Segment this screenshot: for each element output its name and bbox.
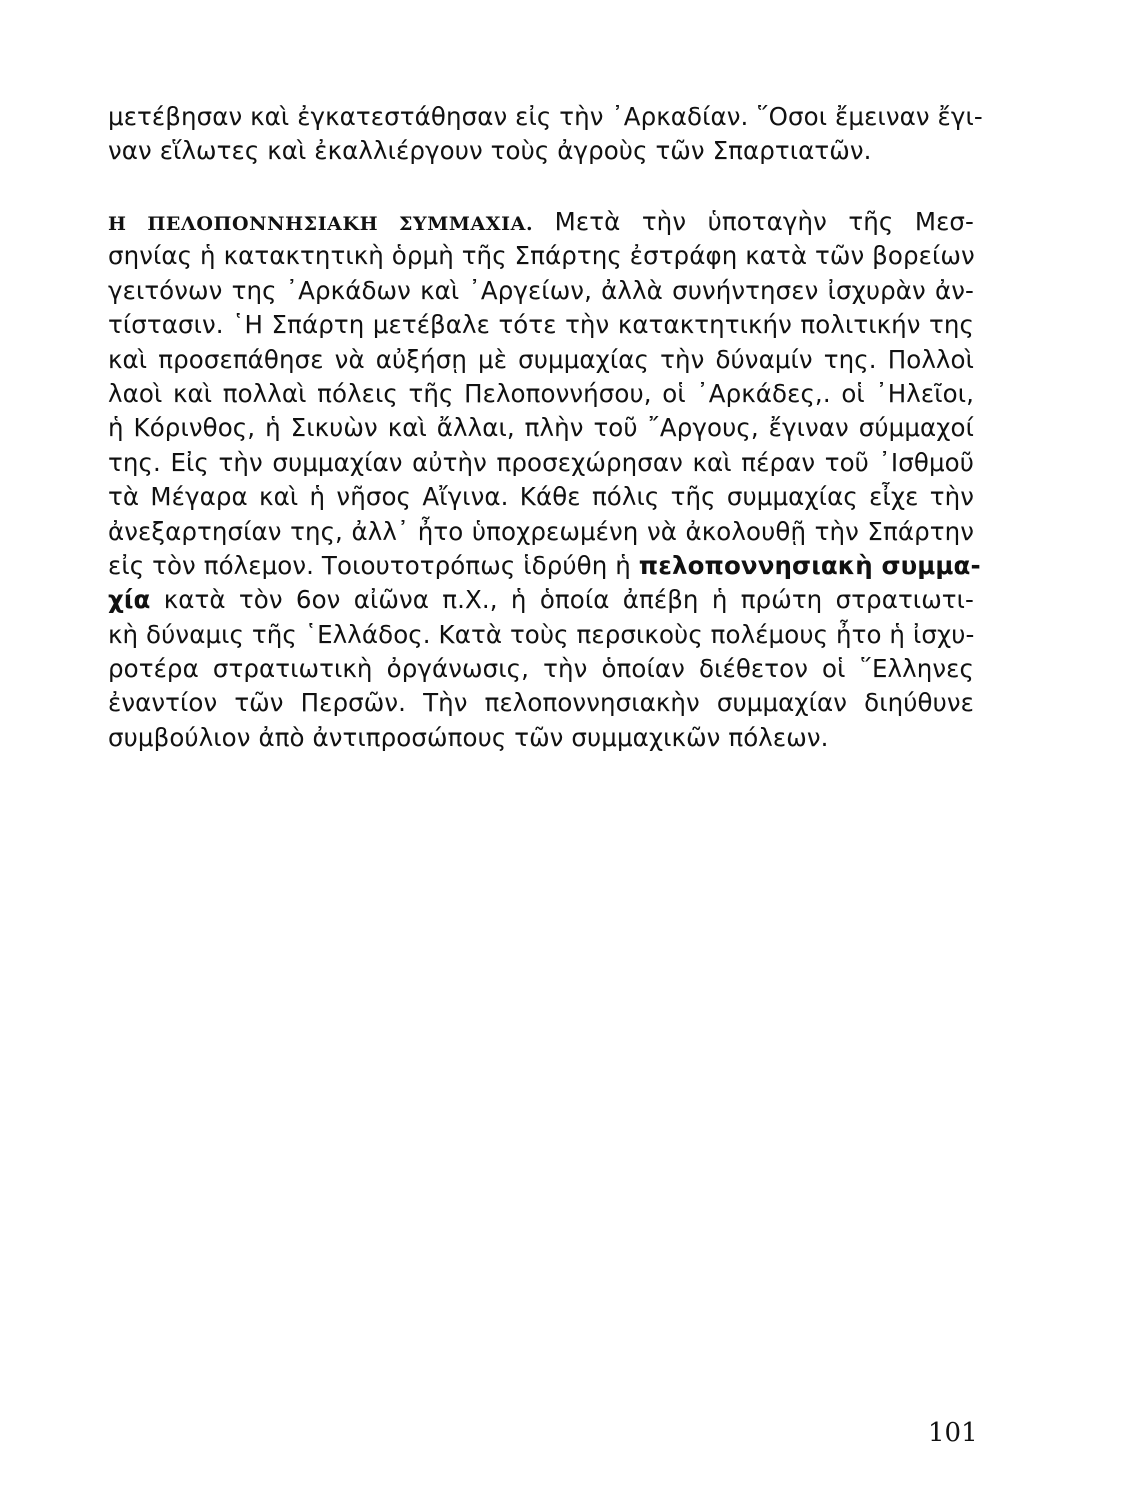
text-line: τίστασιν. ῾Η Σπάρτη μετέβαλε τότε τὴν κατακτητικήν πολιτικήν της	[108, 310, 974, 340]
page-number: 101	[928, 1418, 978, 1448]
text-line: της. Εἰς τὴν συμμαχίαν αὐτὴν προσεχώρησαν καὶ πέραν τοῦ ᾿Ισθμοῦ	[108, 447, 974, 477]
paragraph-peloponnesian-league	[108, 205, 981, 755]
bold-term: πελοποννησιακὴ συμμα-	[638, 550, 981, 580]
text-line: καὶ προσεπάθησε νὰ αὐξήσῃ μὲ συμμαχίας τὴν δύναμίν της. Πολλοὶ	[108, 344, 974, 374]
paragraph-intro	[108, 100, 983, 169]
section-heading: Η ΠΕΛΟΠΟΝΝΗΣΙΑΚΗ ΣΥΜΜΑΧΙΑ.	[108, 213, 534, 235]
text-line: συμβούλιον ἀπὸ ἀντιπροσώπους τῶν συμμαχικῶν πόλεων.	[108, 722, 829, 752]
text-line: ἐναντίον τῶν Περσῶν. Τὴν πελοποννησιακὴν συμμαχίαν διηύθυνε	[108, 688, 974, 718]
text-run: κατὰ τὸν 6ον αἰῶνα π.Χ., ἡ ὁποία ἀπέβη ἡ πρώτη στρατιωτι-	[150, 585, 974, 615]
text-line: λαοὶ καὶ πολλαὶ πόλεις τῆς Πελοποννήσου, οἱ ᾿Αρκάδες,. οἱ ᾿Ηλεῖοι,	[108, 378, 974, 408]
text-line: ναν εἵλωτες καὶ ἐκαλλιέργουν τοὺς ἀγροὺς τῶν Σπαρτιατῶν.	[108, 136, 872, 166]
text-line: ἀνεξαρτησίαν της, ἀλλ᾿ ἦτο ὑποχρεωμένη νὰ ἀκολουθῇ τὴν Σπάρτην	[108, 516, 974, 546]
text-line	[108, 205, 974, 239]
text-run: εἰς τὸν πόλεμον. Τοιουτοτρόπως ἱδρύθη ἡ	[108, 550, 639, 580]
text-line	[108, 549, 981, 583]
text-line: ἡ Κόρινθος, ἡ Σικυὼν καὶ ἄλλαι, πλὴν τοῦ ῎Αργους, ἔγιναν σύμμαχοί	[108, 413, 974, 443]
text-line: ροτέρα στρατιωτικὴ ὀργάνωσις, τὴν ὁποίαν διέθετον οἱ ῞Ελληνες	[108, 654, 974, 684]
text-run: Μετὰ τὴν ὑποταγὴν τῆς Μεσ-	[533, 207, 974, 236]
text-line: γειτόνων της ᾿Αρκάδων καὶ ᾿Αργείων, ἀλλὰ συνήντησεν ἰσχυρὰν ἀν-	[108, 275, 974, 305]
bold-term: χία	[108, 585, 151, 615]
text-line: κὴ δύναμις τῆς ῾Ελλάδος. Κατὰ τοὺς περσικοὺς πολέμους ἦτο ἡ ἰσχυ-	[108, 619, 975, 649]
text-line: σηνίας ἡ κατακτητικὴ ὁρμὴ τῆς Σπάρτης ἐστράφη κατὰ τῶν βορείων	[108, 241, 975, 271]
text-line: τὰ Μέγαρα καὶ ἡ νῆσος Αἴγινα. Κάθε πόλις τῆς συμμαχίας εἶχε τὴν	[108, 482, 974, 512]
text-line: μετέβησαν καὶ ἐγκατεστάθησαν εἰς τὴν ᾿Αρκαδίαν. ῞Οσοι ἔμειναν ἔγι-	[108, 102, 983, 131]
text-line	[108, 583, 974, 617]
